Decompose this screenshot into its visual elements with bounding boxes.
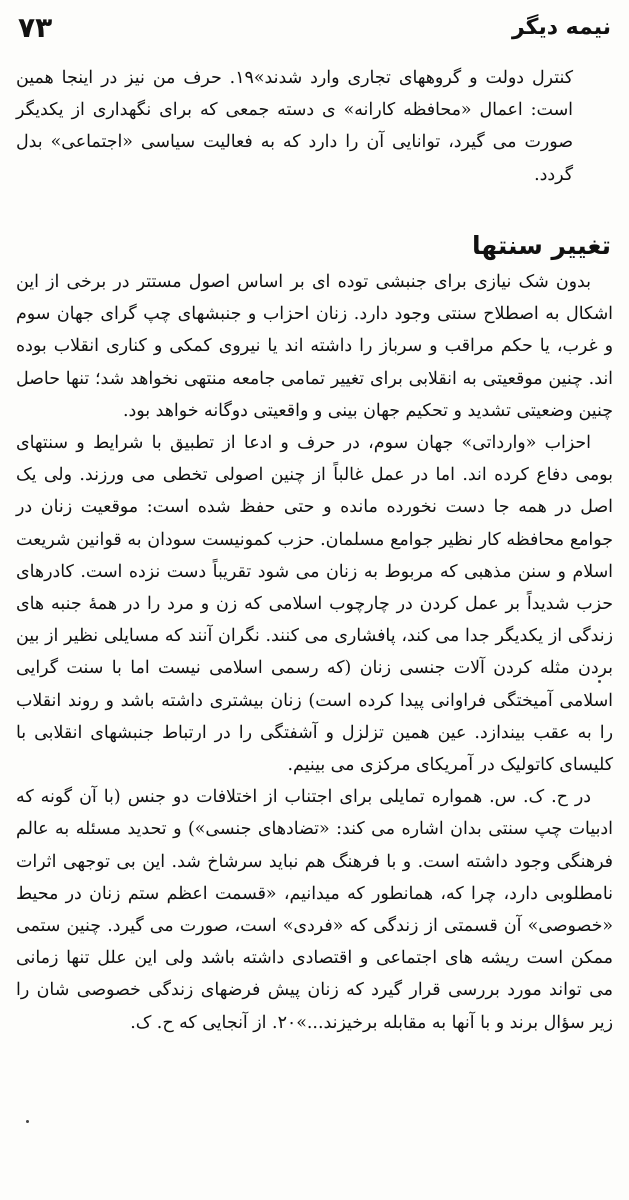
section-body [16,266,613,1039]
scan-speck [598,680,601,683]
opening-paragraph-block [16,62,613,191]
body-paragraph: در ح. ک. س. همواره تمایلی برای اجتناب از اختلافات دو جنس (با آن گونه که ادبیات چپ سنتی بدان اشاره می کند: «تضادهای جنسی») و تحدید مسئله به عالم فرهنگی وجود داشته است. و با فرهنگ هم نباید سرشاخ شد. این بی توجهی اثرات نامطلوبی دارد، چرا که، همانطور که میدانیم، «قسمت اعظم ستم زنان در محیط «خصوصی» آن قسمتی از زندگی که «فردی» است، صورت می گیرد. چنین ستمی ممکن است ریشه های اجتماعی و اقتصادی داشته باشد ولی این علل تنها زمانی می تواند مورد بررسی قرار گیرد که زنان پیش فرضهای زندگی خصوصی شان را زیر سؤال برند و با آنها به مقابله برخیزند...»۲۰. از آنجایی که ح. ک. [16,787,613,1033]
opening-paragraph: کنترل دولت و گروههای تجاری وارد شدند»۱۹. حرف من نیز در اینجا همین است: اعمال «محافظه کارانه» ی دسته جمعی که برای نگهداری از یکدیگر صورت می گیرد، توانایی آن را دارد که به فعالیت سیاسی «اجتماعی» بدل گردد. [16,68,573,185]
section-heading: تغییر سنتها [471,231,611,260]
scan-speck [26,1120,29,1123]
page-number: ۷۳ [18,11,53,44]
page-header [18,10,611,46]
running-title: نیمه دیگر [511,15,611,40]
body-paragraph: بدون شک نیازی برای جنبشی توده ای بر اساس اصول مستتر در برخی از این اشکال به اصطلاح سنتی وجود دارد. زنان احزاب و جنبشهای چپ گرای جهان سوم و غرب، یا حکم مراقب و سرباز را داشته اند یا نیروی کمکی و کناری انقلاب بوده اند. چنین موقعیتی به انقلابی برای تغییر تمامی جامعه منتهی نخواهد شد؛ تنها حاصل چنین وضعیتی تشدید و تحکیم جهان بینی و واقعیتی دوگانه خواهد بود. [16,272,613,421]
body-paragraph: احزاب «وارداتی» جهان سوم، در حرف و ادعا از تطبیق با شرایط و سنتهای بومی دفاع کرده اند. اما در عمل غالباً از چنین اصولی تخطی می ورزند. ولی یک اصل در همه جا دست نخورده مانده و حتی حفظ شده است: موقعیت زنان در جوامع محافظه کار نظیر جوامع مسلمان. حزب کمونیست سودان به قوانین شریعت اسلام و سنن مذهبی که مربوط به زنان می شود تقریباً دست نزده است. کادرهای حزب شدیداً بر عمل کردن در چارچوب اسلامی که زن و مرد را در همهٔ جنبه های زندگی از یکدیگر جدا می کند، پافشاری می کنند. نگران آنند که مسایلی نظیر از بین بردن مثله کردن آلات جنسی زنان (که رسمی اسلامی نیست اما با سنت گرایی اسلامی آمیختگی فراوانی پیدا کرده است) زنان بیشتری داشته باشد و روند انقلاب را به عقب بیندازد. عین همین تزلزل و آشفتگی را در ارتباط جنبشهای انقلابی با کلیسای کاتولیک در آمریکای مرکزی می بینیم. [16,433,613,776]
